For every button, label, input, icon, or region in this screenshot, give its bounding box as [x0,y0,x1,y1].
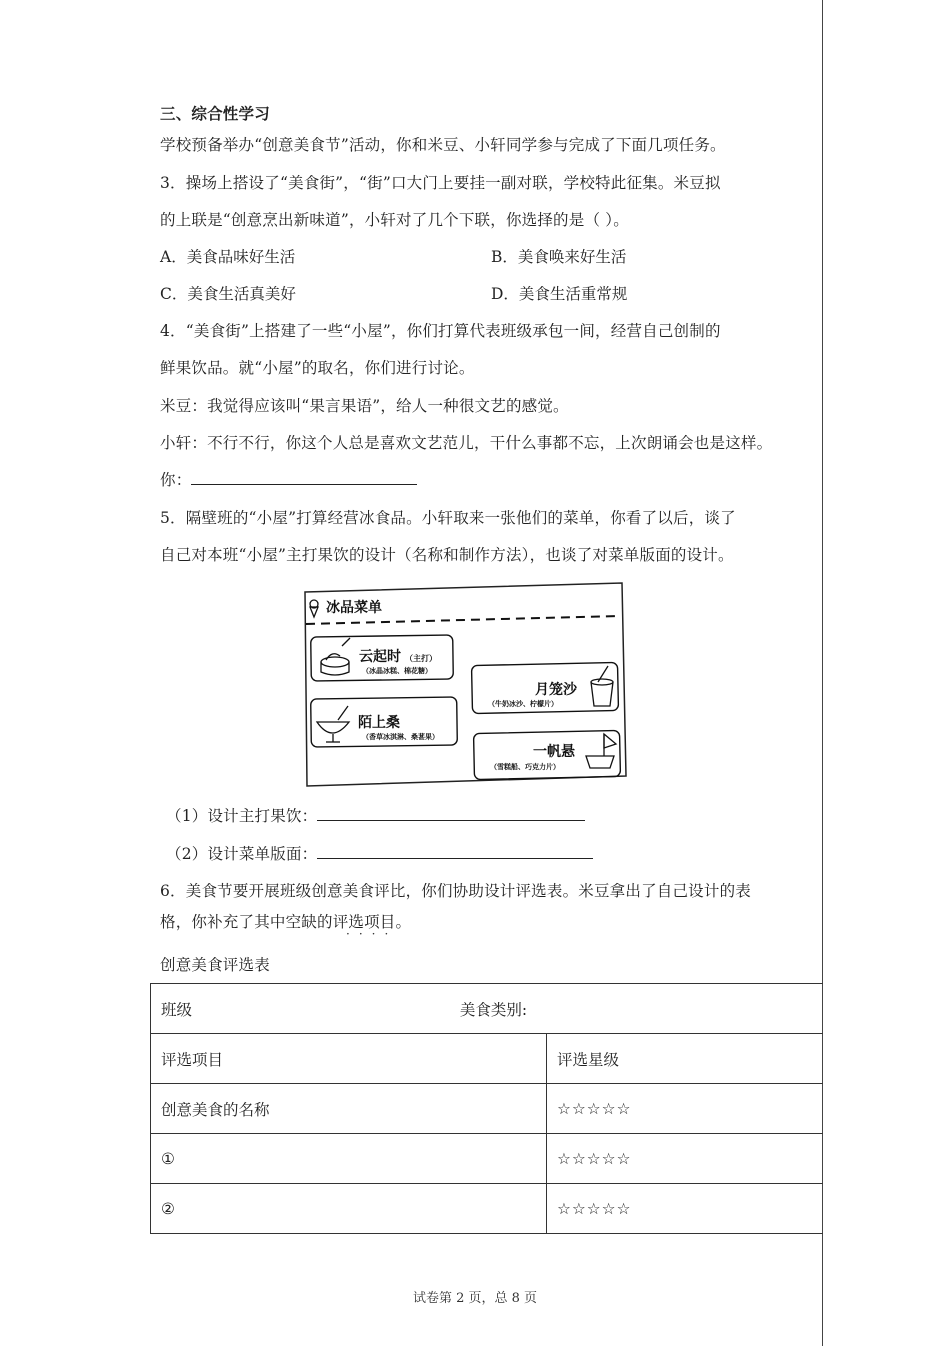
q3-option-a[interactable]: A．美食品味好生活 [160,248,296,266]
q5-line1: 5．隔壁班的“小屋”打算经营冰食品。小轩取来一张他们的菜单，你看了以后，谈了 [160,509,736,527]
menu-item-name-1: 云起时 [359,649,401,665]
category-label: 美食类别: [459,1000,528,1019]
q4-line2: 鲜果饮品。就“小屋”的取名，你们进行讨论。 [160,359,475,377]
q4-xiaoxuan: 小轩：不行不行，你这个人总是喜欢文艺范儿，干什么事都不忘，上次朗诵会也是这样。 [160,434,773,452]
table-caption: 创意美食评选表 [160,956,270,974]
q4-answer-blank[interactable] [191,470,417,485]
q3-option-c[interactable]: C．美食生活真美好 [160,285,296,303]
q3-line1: 3．操场上搭设了“美食街”，“街”口大门上要挂一副对联，学校特此征集。米豆拟 [160,174,721,192]
q3-option-b[interactable]: B．美食唤来好生活 [491,248,627,266]
q4-you-label: 你： [160,471,192,489]
q5-sub2-label: （2）设计菜单版面： [166,845,318,863]
class-category-cell [151,984,824,1034]
q3-option-d[interactable]: D．美食生活重常规 [491,285,628,303]
class-label: 班级 [161,1000,193,1019]
table-row [151,1184,824,1234]
menu-item-name-3: 陌上桑 [358,715,400,731]
page-footer: 试卷第 2 页，总 8 页 [412,1291,538,1306]
menu-item-desc-3: （香草冰淇淋、桑葚果） [362,733,439,741]
menu-title: 冰品菜单 [326,600,382,616]
table-row [151,1034,824,1084]
col-header-stars: 评选星级 [547,1034,824,1084]
q5-sub1-label: （1）设计主打果饮： [166,807,318,825]
menu-item-name-2: 月笼沙 [535,682,577,698]
q6-line1: 6．美食节要开展班级创意美食评比，你们协助设计评选表。米豆拿出了自己设计的表 [160,882,751,900]
rating-table [150,983,823,1234]
col-header-item: 评选项目 [151,1034,547,1084]
q5-sub1-blank[interactable] [317,806,585,821]
table-row [151,1084,824,1134]
menu-item-desc-1: （冰晶冰糕、棉花糖） [362,667,432,675]
q5-sub2-row [166,844,593,864]
menu-item-name-4: 一帆悬 [533,744,575,760]
q4-midou: 米豆：我觉得应该叫“果言果语”，给人一种很文艺的感觉。 [160,397,569,415]
row-stars-3[interactable]: ☆☆☆☆☆ [547,1184,824,1234]
table-row [151,1134,824,1184]
menu-item-tag-1: （主打） [405,654,437,663]
q6-line2: 格，你补充了其中空缺的评选项目。 [160,913,412,931]
q4-you-row [160,470,417,490]
row-item-1: 创意美食的名称 [151,1084,547,1134]
q5-line2: 自己对本班“小屋”主打果饮的设计（名称和制作方法），也谈了对菜单版面的设计。 [160,546,734,564]
intro-text: 学校预备举办“创意美食节”活动，你和米豆、小轩同学参与完成了下面几项任务。 [160,136,726,154]
row-stars-1[interactable]: ☆☆☆☆☆ [547,1084,824,1134]
q3-line2: 的上联是“创意烹出新味道”，小轩对了几个下联，你选择的是（ ）。 [160,211,629,229]
section-title: 三、综合性学习 [160,104,270,123]
row-stars-2[interactable]: ☆☆☆☆☆ [547,1134,824,1184]
row-item-2[interactable]: ① [151,1134,547,1184]
q5-sub2-blank[interactable] [317,844,593,859]
menu-item-desc-4: （雪糕船、巧克力片） [490,763,560,771]
table-header-row [151,984,824,1034]
q5-sub1-row [166,806,585,826]
emphasis-dots: ···· [346,927,398,941]
q4-line1: 4．“美食街”上搭建了一些“小屋”，你们打算代表班级承包一间，经营自己创制的 [160,322,721,340]
menu-item-desc-2: （牛奶冰沙、柠檬片） [488,700,558,708]
menu-image [302,582,628,788]
row-item-3[interactable]: ② [151,1184,547,1234]
